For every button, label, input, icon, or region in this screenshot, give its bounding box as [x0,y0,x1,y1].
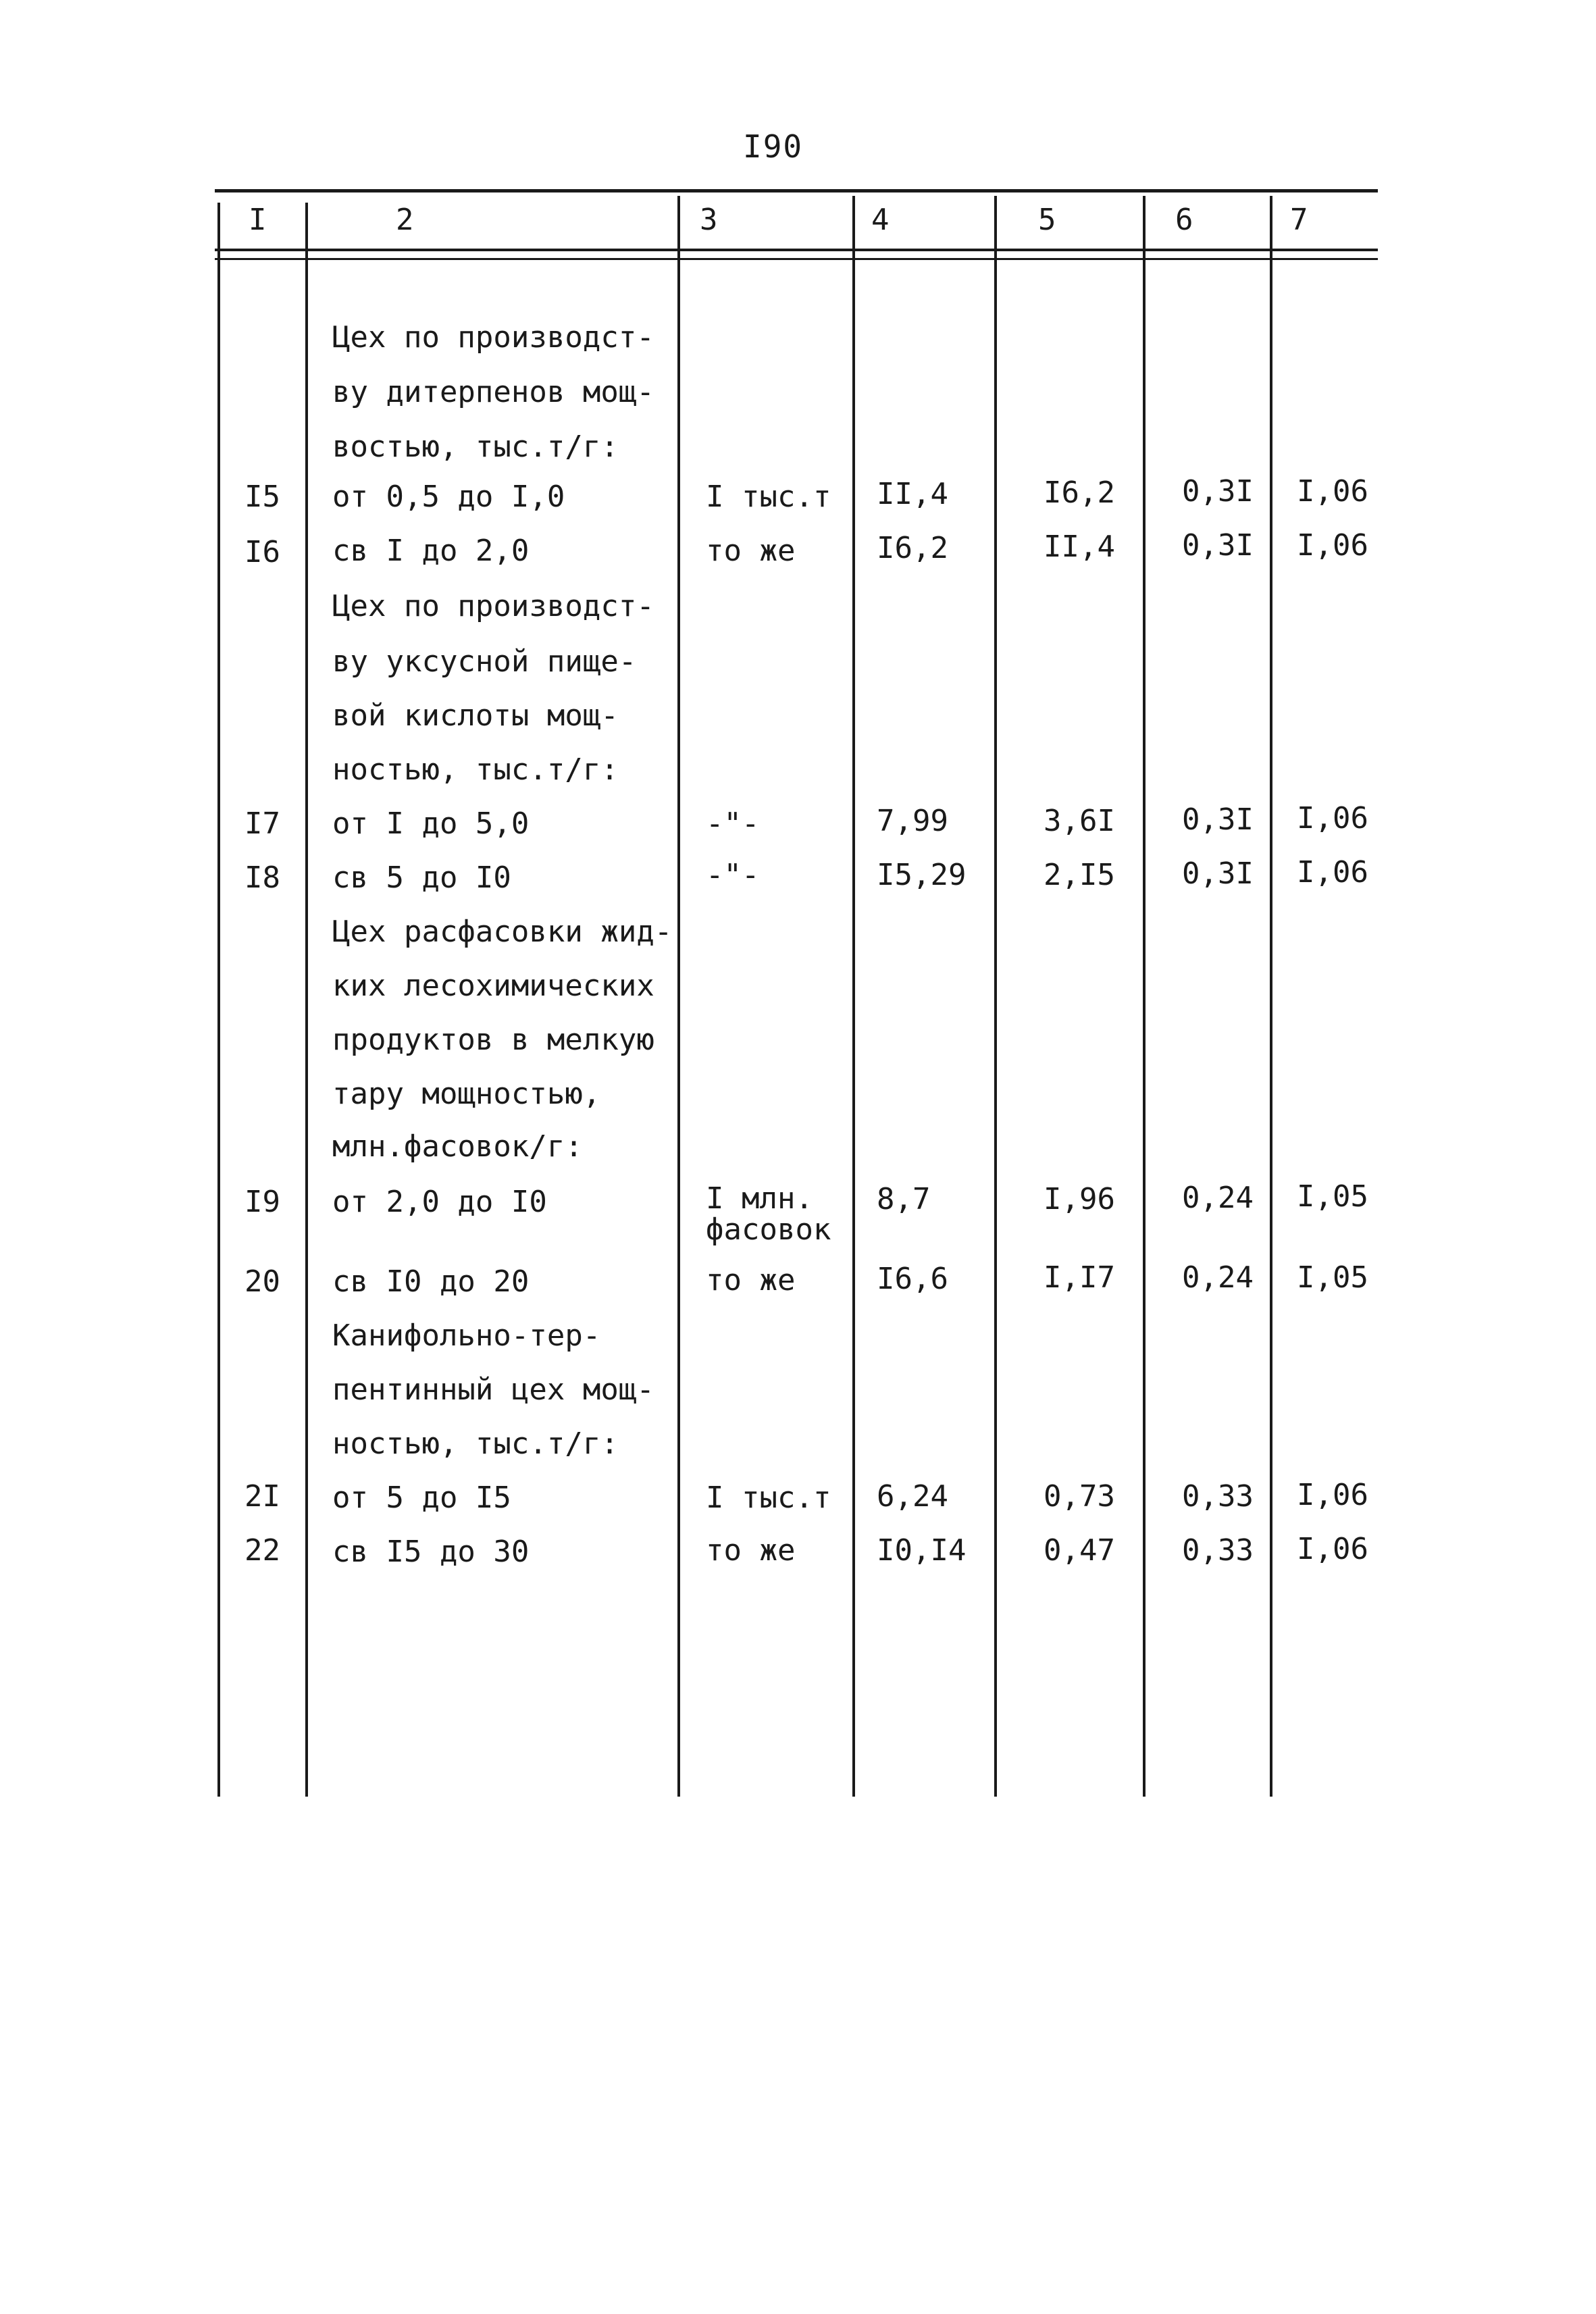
row-col5: I,96 [1044,1182,1115,1216]
row-unit: -"- [706,858,760,892]
row-text: св I до 2,0 [332,534,530,568]
row-unit: -"- [706,806,760,841]
row-number: 2I [244,1479,280,1514]
row-col7: I,05 [1297,1179,1368,1214]
row-col4: I5,29 [877,858,967,892]
row-col4: 6,24 [877,1479,948,1514]
row-col5: II,4 [1044,530,1115,564]
row-col7: I,06 [1297,474,1368,509]
header-col-2: 2 [396,203,414,237]
row-col5: I6,2 [1044,475,1115,510]
row-col7: I,05 [1297,1260,1368,1295]
row-text: ву дитерпенов мощ- [332,375,654,409]
row-unit: I тыс.т [706,1481,831,1515]
header-col-1: I [249,203,267,237]
row-col4: I0,I4 [877,1533,967,1568]
row-text: пентинный цех мощ- [332,1372,654,1407]
row-col7: I,06 [1297,1478,1368,1512]
col-border-3 [677,196,680,1797]
row-col4: II,4 [877,477,948,511]
row-col4: I6,2 [877,531,948,565]
row-unit-line2: фасовок [706,1212,831,1247]
row-col6: 0,3I [1182,856,1254,891]
row-col4: 7,99 [877,804,948,838]
row-number: I5 [244,480,280,514]
row-text: от 2,0 до I0 [332,1185,547,1219]
row-col4: 8,7 [877,1182,931,1216]
row-col7: I,06 [1297,855,1368,890]
row-text: востью, тыс.т/г: [332,430,619,464]
row-unit: то же [706,534,796,568]
row-col5: I,I7 [1044,1260,1115,1295]
row-text: ву уксусной пище- [332,644,637,679]
row-col6: 0,3I [1182,474,1254,509]
row-col7: I,06 [1297,801,1368,835]
row-text: продуктов в мелкую [332,1023,654,1057]
row-text: Канифольно-тер- [332,1318,601,1353]
row-number: I8 [244,860,280,895]
col-border-7 [1270,196,1272,1797]
row-text: св 5 до I0 [332,860,511,895]
row-number: I6 [244,535,280,569]
row-text: тару мощностью, [332,1077,601,1111]
col-border-6 [1143,196,1145,1797]
row-text: св I5 до 30 [332,1535,530,1569]
row-text: св I0 до 20 [332,1264,530,1299]
header-second-rule [215,258,1378,260]
row-text: Цех по производст- [332,589,654,623]
row-col5: 2,I5 [1044,858,1115,892]
row-text: Цех расфасовки жид- [332,915,673,949]
row-text: Цех по производст- [332,320,654,355]
row-text: от I до 5,0 [332,806,530,841]
row-col6: 0,33 [1182,1533,1254,1568]
col-border-1 [217,203,220,1797]
header-col-5: 5 [1038,203,1056,237]
row-col6: 0,24 [1182,1181,1254,1215]
row-text: от 5 до I5 [332,1481,511,1515]
row-text: ностью, тыс.т/г: [332,752,619,787]
row-unit [706,1183,831,1245]
row-col6: 0,24 [1182,1260,1254,1295]
header-bottom-rule [215,249,1378,251]
row-unit-line1: I млн. [706,1181,813,1216]
row-col7: I,06 [1297,528,1368,563]
row-col5: 0,47 [1044,1533,1115,1568]
row-col6: 0,33 [1182,1479,1254,1514]
row-unit: то же [706,1533,796,1568]
header-col-3: 3 [700,203,718,237]
row-number: 20 [244,1264,280,1299]
top-rule [215,189,1378,192]
row-text: ких лесохимических [332,969,654,1003]
row-col4: I6,6 [877,1262,948,1296]
header-col-6: 6 [1175,203,1193,237]
row-col6: 0,3I [1182,528,1254,563]
header-col-7: 7 [1290,203,1308,237]
col-border-5 [994,196,997,1797]
row-text: от 0,5 до I,0 [332,480,565,514]
row-col5: 0,73 [1044,1479,1115,1514]
row-col7: I,06 [1297,1532,1368,1566]
row-col6: 0,3I [1182,802,1254,837]
row-col5: 3,6I [1044,804,1115,838]
page-number: I90 [743,128,804,165]
row-number: I7 [244,806,280,841]
row-unit: I тыс.т [706,480,831,514]
row-text: ностью, тыс.т/г: [332,1426,619,1461]
row-text: вой кислоты мощ- [332,698,619,733]
header-col-4: 4 [871,203,890,237]
col-border-4 [852,196,855,1797]
row-unit: то же [706,1263,796,1297]
row-text: млн.фасовок/г: [332,1129,583,1164]
row-number: I9 [244,1185,280,1219]
col-border-2 [305,203,308,1797]
row-number: 22 [244,1533,280,1568]
